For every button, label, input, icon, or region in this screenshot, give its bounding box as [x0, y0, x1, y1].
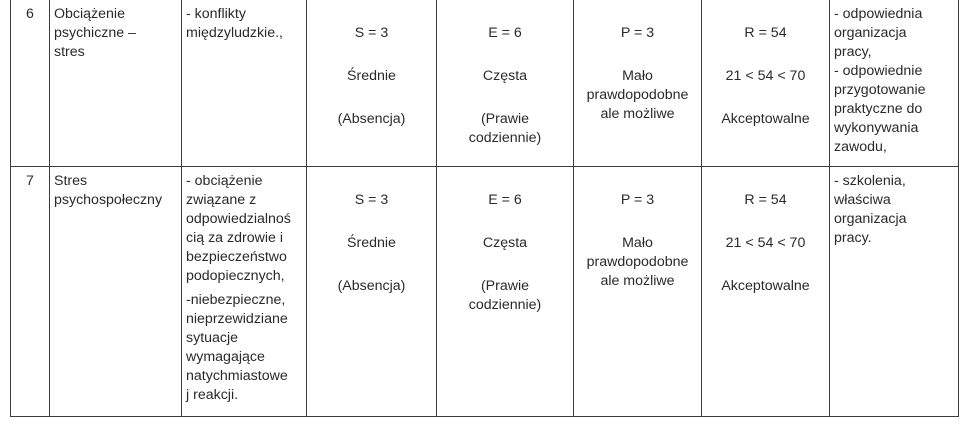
severity-note: (Absencja): [337, 278, 406, 294]
row-number: 7: [11, 167, 50, 417]
table-row: [11, 167, 959, 417]
probability-cell: [574, 167, 702, 417]
exposure-value: E = 6: [488, 192, 522, 208]
risk-cell: [702, 167, 830, 417]
severity-cell: [307, 167, 437, 417]
hazard-source-item: - obciążenie związane z odpowiedzialnoś cią za zdrowie i bezpieczeństwo podopiecznych,: [186, 173, 291, 284]
probability-value: P = 3: [620, 192, 655, 208]
severity-value: S = 3: [354, 25, 389, 41]
exposure-value: E = 6: [488, 25, 522, 41]
risk-range: 21 < 54 < 70: [725, 68, 806, 84]
hazard-sources: [182, 167, 307, 417]
hazard-name: Stres psychospołeczny: [50, 167, 182, 417]
preventive-measures: - odpowiednia organizacja pracy, - odpowiednie przygotowanie praktyczne do wykonywania zawodu,: [830, 0, 959, 167]
row-number: 6: [11, 0, 50, 167]
exposure-note: (Prawie codziennie): [468, 278, 542, 313]
risk-assessment-table: [10, 0, 959, 417]
probability-cell: [574, 0, 702, 167]
risk-level: Akceptowalne: [721, 278, 810, 294]
exposure-level: Częsta: [482, 68, 528, 84]
severity-level: Średnie: [347, 235, 396, 251]
severity-note: (Absencja): [337, 111, 406, 127]
probability-level: Mało prawdopodobne ale możliwe: [586, 235, 689, 289]
probability-value: P = 3: [620, 25, 655, 41]
risk-cell: [702, 0, 830, 167]
table-row: [11, 0, 959, 167]
severity-cell: [307, 0, 437, 167]
exposure-level: Częsta: [482, 235, 528, 251]
preventive-measures: - szkolenia, właściwa organizacja pracy.: [830, 167, 959, 417]
severity-value: S = 3: [354, 192, 389, 208]
exposure-note: (Prawie codziennie): [468, 111, 542, 146]
hazard-source-item: - konflikty międzyludzkie.,: [186, 6, 283, 41]
exposure-cell: [437, 0, 574, 167]
risk-value: R = 54: [744, 192, 787, 208]
risk-level: Akceptowalne: [721, 111, 810, 127]
probability-level: Mało prawdopodobne ale możliwe: [586, 68, 689, 122]
risk-range: 21 < 54 < 70: [725, 235, 806, 251]
severity-level: Średnie: [347, 68, 396, 84]
hazard-sources: [182, 0, 307, 167]
hazard-source-item: -niebezpieczne, nieprzewidziane sytuacje wymagające natychmiastowe j reakcji.: [186, 292, 288, 403]
exposure-cell: [437, 167, 574, 417]
hazard-name: Obciążenie psychiczne – stres: [50, 0, 182, 167]
risk-value: R = 54: [744, 25, 787, 41]
